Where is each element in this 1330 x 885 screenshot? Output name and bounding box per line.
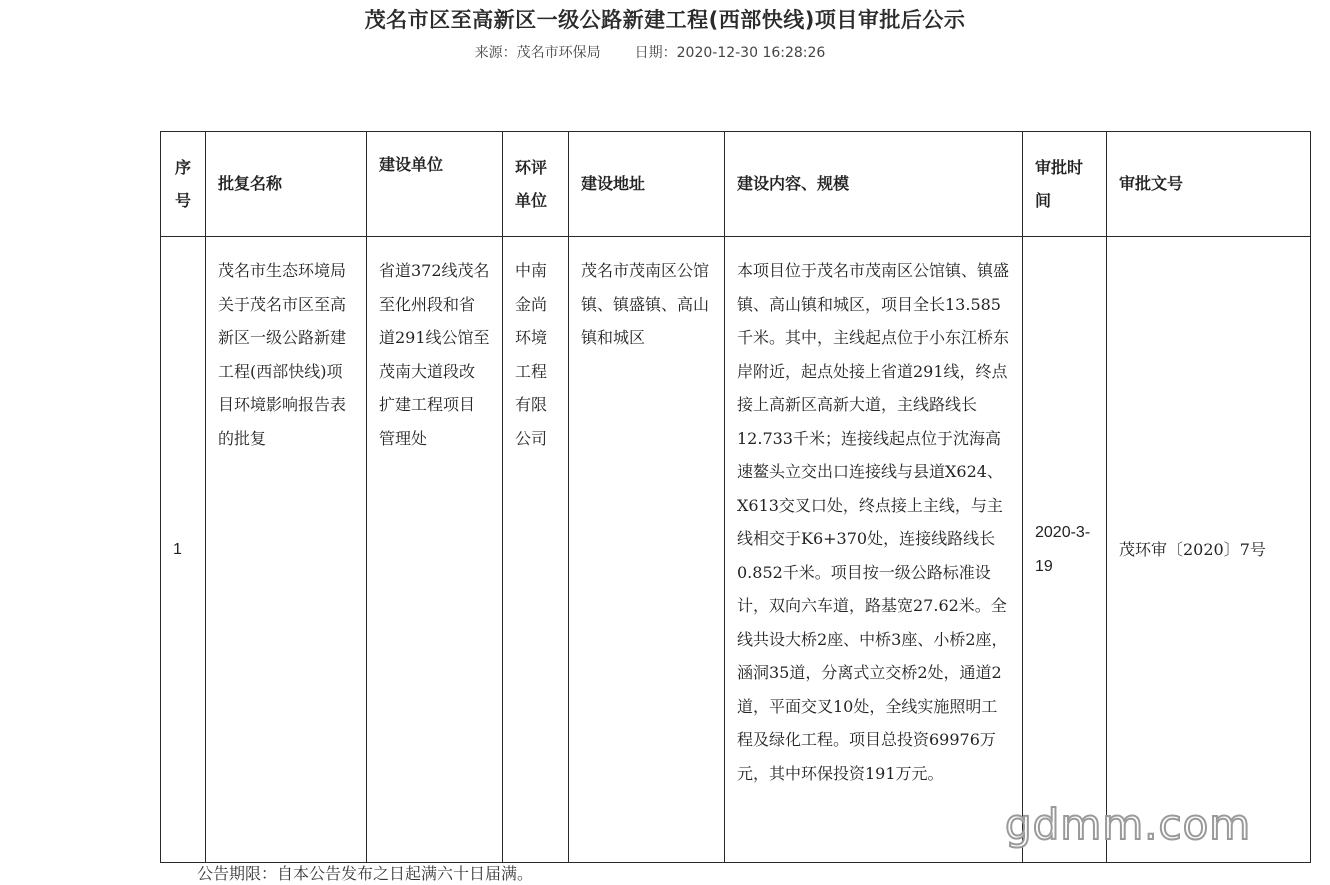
cell-content: 本项目位于茂名市茂南区公馆镇、镇盛镇、高山镇和城区，项目全长13.585千米。其中，主线起点位于小东江桥东岸附近，起点处接上省道291线，终点接上高新区高新大道，主线路线长12.733千米；连接线起点位于沈海高速鳌头立交出口连接线与县道X624、X613交叉口处，终点接上主线，与主线相交于K6+370处，连接线路线长0.852千米。项目按一级公路标准设计，双向六车道，路基宽27.62米。全线共设大桥2座、中桥3座、小桥2座，涵洞35道，分离式立交桥2处，通道2道，平面交叉10处，全线实施照明工程及绿化工程。项目总投资69976万元，其中环保投资191万元。 <box>725 237 1023 863</box>
cell-location: 茂名市茂南区公馆镇、镇盛镇、高山镇和城区 <box>569 237 725 863</box>
cell-seq: 1 <box>161 237 206 863</box>
cell-builder: 省道372线茂名至化州段和省道291线公馆至茂南大道段改扩建工程项目管理处 <box>367 237 503 863</box>
header-seq: 序号 <box>161 132 206 237</box>
article-meta <box>0 42 1300 62</box>
header-builder: 建设单位 <box>367 132 503 237</box>
approval-table-container <box>160 131 1266 849</box>
header-approval-name: 批复名称 <box>206 132 367 237</box>
header-approval-no: 审批文号 <box>1107 132 1311 237</box>
source-label: 来源：茂名市环保局 <box>474 45 601 61</box>
table-header-row <box>161 132 1311 237</box>
table-row <box>161 237 1311 863</box>
header-content: 建设内容、规模 <box>725 132 1023 237</box>
announcement-period: 公告期限：自本公告发布之日起满六十日届满。 <box>197 864 534 883</box>
header-location: 建设地址 <box>569 132 725 237</box>
cell-approval-time: 2020-3-19 <box>1023 237 1107 863</box>
header-eia-unit: 环评单位 <box>503 132 569 237</box>
approval-table <box>160 131 1311 863</box>
site-watermark: gdmm.com <box>1005 800 1252 849</box>
cell-approval-no: 茂环审〔2020〕7号 <box>1107 237 1311 863</box>
cell-eia-unit: 中南金尚环境工程有限公司 <box>503 237 569 863</box>
cell-approval-name: 茂名市生态环境局关于茂名市区至高新区一级公路新建工程(西部快线)项目环境影响报告表的批复 <box>206 237 367 863</box>
header-approval-time: 审批时间 <box>1023 132 1107 237</box>
publish-date: 日期：2020-12-30 16:28:26 <box>634 45 826 61</box>
page-title: 茂名市区至高新区一级公路新建工程(西部快线)项目审批后公示 <box>364 8 966 32</box>
